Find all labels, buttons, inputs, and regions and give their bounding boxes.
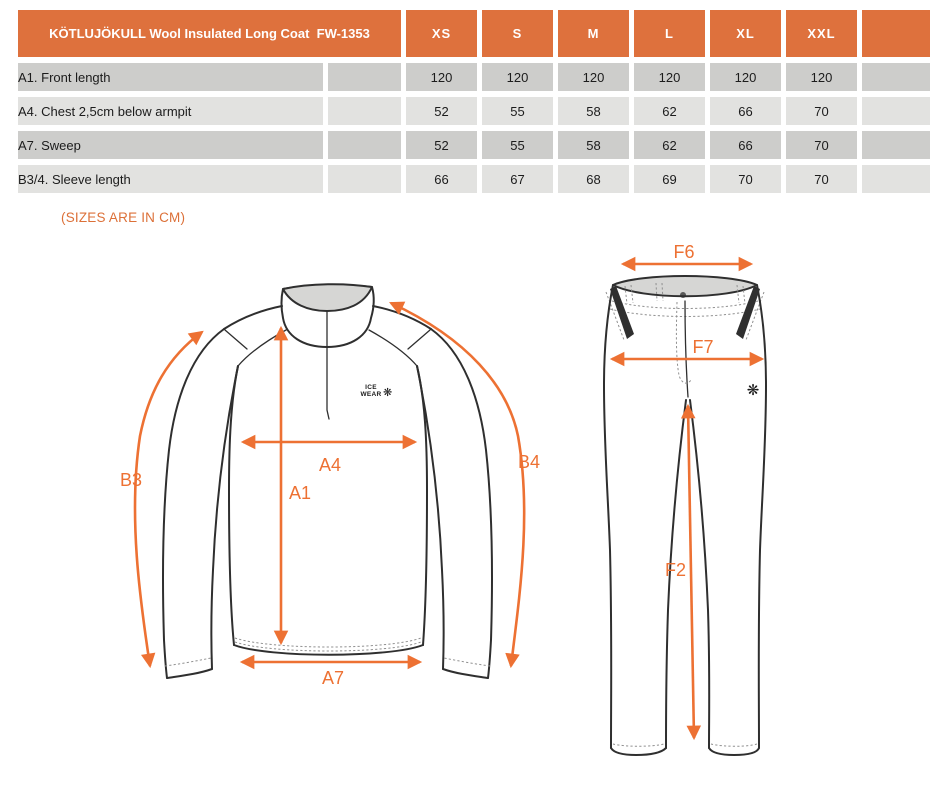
measure-label-a1: A1 xyxy=(289,483,312,503)
empty-cell xyxy=(862,63,930,91)
size-value-cell: 66 xyxy=(710,131,781,159)
sweater-cuff-left xyxy=(167,669,212,678)
sweater-sleeve-left xyxy=(163,329,224,678)
size-value-cell: 120 xyxy=(710,63,781,91)
sweater-sleeve-right xyxy=(431,329,492,678)
header-empty-cell xyxy=(862,10,930,57)
size-value-cell: 55 xyxy=(482,97,553,125)
size-value-cell: 120 xyxy=(558,63,629,91)
sweater-hem xyxy=(234,645,423,655)
sweater-raglan-seam-left xyxy=(225,330,286,366)
size-value-cell: 120 xyxy=(482,63,553,91)
size-value-cell: 120 xyxy=(786,63,857,91)
table-row-front-length xyxy=(18,63,930,91)
icewear-logo-line2: WEAR xyxy=(360,391,382,398)
size-value-cell: 70 xyxy=(786,131,857,159)
row-label: A4. Chest 2,5cm below armpit xyxy=(18,97,323,125)
table-row-sweep xyxy=(18,131,930,159)
sweater-cuff-right-stitching xyxy=(444,658,490,666)
size-value-cell: 52 xyxy=(406,131,477,159)
pants-waist-button xyxy=(680,292,686,298)
sweater-raglan-seam-right xyxy=(369,330,430,366)
pants-center-front-seam xyxy=(685,301,688,397)
snowflake-icon: ❋ xyxy=(383,386,393,399)
size-value-cell: 52 xyxy=(406,97,477,125)
pants-pocket-left xyxy=(610,286,634,339)
size-value-cell: 66 xyxy=(406,165,477,193)
measure-arrow-f2 xyxy=(688,406,694,738)
snowflake-icon: ❋ xyxy=(746,381,760,399)
size-value-cell: 58 xyxy=(558,97,629,125)
empty-cell xyxy=(862,97,930,125)
size-value-cell: 69 xyxy=(634,165,705,193)
sweater-cuff-right xyxy=(443,669,488,678)
size-value-cell: 120 xyxy=(406,63,477,91)
empty-cell xyxy=(862,165,930,193)
measure-label-f2: F2 xyxy=(664,560,686,580)
row-label: A1. Front length xyxy=(18,63,323,91)
size-value-cell: 66 xyxy=(710,97,781,125)
icewear-logo xyxy=(360,384,392,399)
row-label: B3/4. Sleeve length xyxy=(18,165,323,193)
pants-cuff-left-stitching xyxy=(613,744,664,746)
sweater-sleeve-right-inner xyxy=(417,366,444,669)
measure-label-f6: F6 xyxy=(673,242,695,262)
table-row-chest xyxy=(18,97,930,125)
pants-fly-stitching xyxy=(676,302,691,383)
table-row-sleeve-length xyxy=(18,165,930,193)
empty-cell xyxy=(328,97,401,125)
measure-label-b3: B3 xyxy=(120,470,143,490)
size-column-header-xxl: XXL xyxy=(786,10,857,57)
measure-label-f7: F7 xyxy=(692,337,714,357)
size-column-header-l: L xyxy=(634,10,705,57)
table-header-row xyxy=(18,10,930,57)
sweater-cuff-left-stitching xyxy=(165,658,211,666)
size-value-cell: 55 xyxy=(482,131,553,159)
empty-cell xyxy=(328,131,401,159)
row-label: A7. Sweep xyxy=(18,131,323,159)
measure-label-a4: A4 xyxy=(318,455,342,475)
size-table xyxy=(13,4,935,199)
measurement-diagrams xyxy=(0,240,952,785)
size-column-header-m: M xyxy=(558,10,629,57)
size-value-cell: 70 xyxy=(786,165,857,193)
sweater-diagram xyxy=(120,284,540,688)
sweater-hem-stitching xyxy=(235,638,421,651)
icewear-logo-line1: ICE xyxy=(365,384,377,391)
measure-arrow-b3 xyxy=(135,332,202,666)
size-value-cell: 62 xyxy=(634,131,705,159)
size-value-cell: 67 xyxy=(482,165,553,193)
sweater-shoulder-left xyxy=(224,306,282,329)
pants-outseam-right xyxy=(757,285,766,748)
empty-cell xyxy=(862,131,930,159)
sweater-zipper xyxy=(327,311,329,419)
sweater-sleeve-left-inner xyxy=(211,366,238,669)
pants-pocket-right xyxy=(736,286,760,339)
pants-cuff-right-stitching xyxy=(711,744,757,746)
size-value-cell: 62 xyxy=(634,97,705,125)
size-value-cell: 68 xyxy=(558,165,629,193)
units-note: (SIZES ARE IN CM) xyxy=(61,210,186,225)
size-value-cell: 70 xyxy=(710,165,781,193)
empty-cell xyxy=(328,165,401,193)
empty-cell xyxy=(328,63,401,91)
sweater-collar-opening xyxy=(283,284,372,311)
size-column-header-s: S xyxy=(482,10,553,57)
pants-diagram xyxy=(604,242,766,755)
size-value-cell: 70 xyxy=(786,97,857,125)
pants-cuff-right xyxy=(709,748,759,755)
pants-cuff-left xyxy=(611,748,666,755)
size-value-cell: 120 xyxy=(634,63,705,91)
size-value-cell: 58 xyxy=(558,131,629,159)
size-column-header-xl: XL xyxy=(710,10,781,57)
pants-outseam-left xyxy=(604,285,613,748)
product-title: KÖTLUJÖKULL Wool Insulated Long Coat FW-1353 xyxy=(18,10,401,57)
measure-label-b4: B4 xyxy=(518,452,541,472)
measure-label-a7: A7 xyxy=(321,668,345,688)
size-column-header-xs: XS xyxy=(406,10,477,57)
